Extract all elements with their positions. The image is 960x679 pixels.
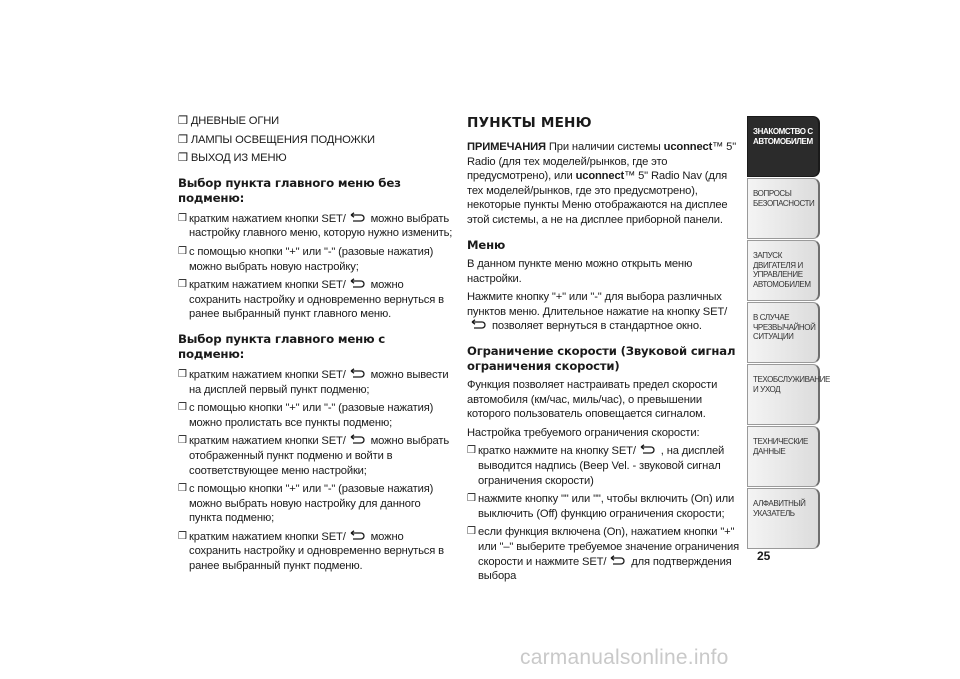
bullet-item	[178, 212, 453, 241]
return-arrow-icon	[638, 446, 656, 454]
bullet-marker: ❒	[467, 526, 476, 538]
return-arrow-icon	[608, 557, 626, 565]
bullet-text-part: кратким нажатием кнопки SET/	[189, 368, 346, 381]
paragraph-text: Нажмите кнопку "+" или "-" для выбора различных пунктов меню. Длительное нажатие на кнопку SET/	[467, 291, 728, 318]
chapter-tab[interactable]: АЛФАВИТНЫЙ УКАЗАТЕЛЬ	[747, 488, 820, 549]
bullet-text-part: кратко нажмите на кнопку SET/	[478, 445, 636, 458]
note-text: ™ 5" Radio (для тех моделей/рынков, где это предусмотрено), или	[467, 141, 737, 183]
menu-item-daylights: ❒ ДНЕВНЫЕ ОГНИ	[178, 115, 280, 127]
bullet-text	[189, 434, 453, 478]
bullet-text	[189, 530, 453, 574]
bullet-marker: ❒	[178, 245, 187, 257]
note-text: ™ 5" Radio Nav (для тех моделей/рынков, где это предусмотрено), некоторые пункты Меню отображаются на дисплее этой системы, а не на дисплее приборной панели.	[467, 170, 728, 226]
bullet-text	[189, 401, 453, 430]
bullet-text-part: можно сохранить настройку и одновременно вернуться в ранее выбранный пункт главного меню.	[189, 279, 444, 321]
bullet-text	[478, 492, 739, 521]
bullet-text-part: можно вывести на дисплей первый пункт подменю;	[189, 368, 449, 396]
bullet-text-part: с помощью кнопки "+" или "-" (разовые нажатия) можно выбрать новую настройку;	[189, 245, 434, 273]
speed-paragraph-2: Настройка требуемого ограничения скорости:	[467, 426, 700, 439]
bullet-text	[189, 245, 453, 274]
bullet-marker: ❒	[178, 368, 187, 380]
chapter-tab[interactable]: В СЛУЧАЕ ЧРЕЗВЫЧАЙНОЙ СИТУАЦИИ	[747, 302, 820, 363]
brand-uconnect: uconnect	[663, 141, 713, 153]
bullet-item	[467, 492, 739, 521]
bullet-item	[467, 525, 739, 583]
brand-uconnect: uconnect	[575, 170, 625, 183]
bullet-marker: ❒	[178, 402, 187, 414]
bullet-text-part: кратким нажатием кнопки SET/	[189, 279, 346, 292]
bullet-item	[178, 434, 453, 478]
speed-paragraph-1: Функция позволяет настраивать предел скорости автомобиля (км/час, миль/час), о превышении которого пользователь оповещается сигналом.	[467, 379, 718, 421]
bullet-text-part: если функция включена (On), нажатием кнопки "+" или "–" выберите требуемое значение ограничения скорости и нажмите SET/	[478, 526, 739, 568]
bullet-text-part: кратким нажатием кнопки SET/	[189, 212, 346, 225]
bullet-text-part: можно сохранить настройку и одновременно вернуться в ранее выбранный пункт подменю.	[189, 530, 444, 573]
bullet-text	[189, 368, 453, 397]
bullet-text	[189, 212, 453, 241]
bullet-list-without-submenu	[178, 212, 453, 322]
bullet-text-part: нажмите кнопку "" или "", чтобы включить (On) или выключить (Off) функцию ограничения скорости;	[478, 493, 735, 520]
bullet-marker: ❒	[467, 445, 476, 457]
return-arrow-icon	[348, 214, 366, 222]
bullet-text-part: , на дисплей выводится надпись (Beep Vel. - звуковой сигнал ограничения скорости)	[478, 445, 725, 487]
chapter-tab[interactable]: ТЕХОБСЛУЖИВАНИЕ И УХОД	[747, 364, 820, 425]
bullet-item	[178, 278, 453, 322]
bullet-item	[178, 245, 453, 274]
bullet-text-part: с помощью кнопки "+" или "-" (разовые нажатия) можно выбрать новую настройку для данного пункта подменю;	[189, 483, 434, 525]
bullet-item	[467, 444, 739, 488]
bullet-item	[178, 530, 453, 574]
chapter-tab[interactable]: ВОПРОСЫ БЕЗОПАСНОСТИ	[747, 178, 820, 239]
return-arrow-icon	[348, 370, 366, 378]
menu-paragraph-2	[467, 290, 739, 334]
bullet-marker: ❒	[467, 493, 476, 505]
chapter-tab[interactable]: ТЕХНИЧЕСКИЕ ДАННЫЕ	[747, 426, 820, 487]
bullet-text-part: для подтверждения выбора	[478, 555, 732, 583]
return-arrow-icon	[348, 532, 366, 540]
section-heading-speed-limit: Ограничение скорости (Звуковой сигнал ограничения скорости)	[467, 344, 736, 373]
bullet-text	[189, 482, 453, 526]
bullet-list-speed-limit	[467, 444, 739, 583]
section-heading-with-submenu: Выбор пункта главного меню с подменю:	[178, 331, 386, 361]
note-text: При наличии системы	[545, 141, 664, 153]
menu-item-exit: ❒ ВЫХОД ИЗ МЕНЮ	[178, 152, 287, 165]
bullet-text-part: можно выбрать отображенный пункт подменю и войти в соответствующее меню настройки;	[189, 435, 450, 477]
page-title: ПУНКТЫ МЕНЮ	[467, 115, 592, 131]
bullet-marker: ❒	[178, 483, 187, 495]
section-heading-menu: Меню	[467, 237, 506, 252]
bullet-text	[478, 525, 739, 583]
bullet-marker: ❒	[178, 279, 187, 291]
chapter-tab[interactable]: ЗНАКОМСТВО С АВТОМОБИЛЕМ	[747, 116, 820, 177]
bullet-marker: ❒	[178, 435, 187, 447]
watermark: carmanualsonline.info	[520, 646, 729, 669]
return-arrow-icon	[348, 436, 366, 444]
bullet-item	[178, 401, 453, 430]
left-column	[178, 114, 453, 578]
bullet-text-part: кратким нажатием кнопки SET/	[189, 435, 346, 448]
bullet-marker: ❒	[178, 212, 187, 224]
bullet-list-with-submenu	[178, 368, 453, 574]
bullet-text-part: кратким нажатием кнопки SET/	[189, 530, 346, 543]
bullet-text	[478, 444, 739, 488]
page-number: 25	[757, 549, 771, 563]
return-arrow-icon	[348, 280, 366, 288]
note-label: ПРИМЕЧАНИЯ	[467, 141, 546, 153]
section-heading-without-submenu: Выбор пункта главного меню без подменю:	[178, 175, 401, 205]
return-arrow-icon	[469, 321, 487, 329]
bullet-text-part: с помощью кнопки "+" или "-" (разовые нажатия) можно пролистать все пункты подменю;	[189, 402, 434, 429]
chapter-tab[interactable]: ЗАПУСК ДВИГАТЕЛЯ И УПРАВЛЕНИЕ АВТОМОБИЛЕМ	[747, 240, 820, 301]
paragraph-text: позволяет вернуться в стандартное окно.	[489, 320, 702, 333]
note-paragraph	[467, 140, 739, 228]
bullet-item	[178, 368, 453, 397]
bullet-text-part: можно выбрать настройку главного меню, которую нужно изменить;	[189, 212, 453, 240]
bullet-marker: ❒	[178, 530, 187, 542]
chapter-tabs	[747, 116, 830, 550]
bullet-item	[178, 482, 453, 526]
menu-paragraph-1: В данном пункте меню можно открыть меню настройки.	[467, 258, 693, 285]
bullet-text	[189, 278, 453, 322]
menu-item-step-lamps: ❒ ЛАМПЫ ОСВЕЩЕНИЯ ПОДНОЖКИ	[178, 133, 375, 146]
right-column	[467, 114, 739, 588]
